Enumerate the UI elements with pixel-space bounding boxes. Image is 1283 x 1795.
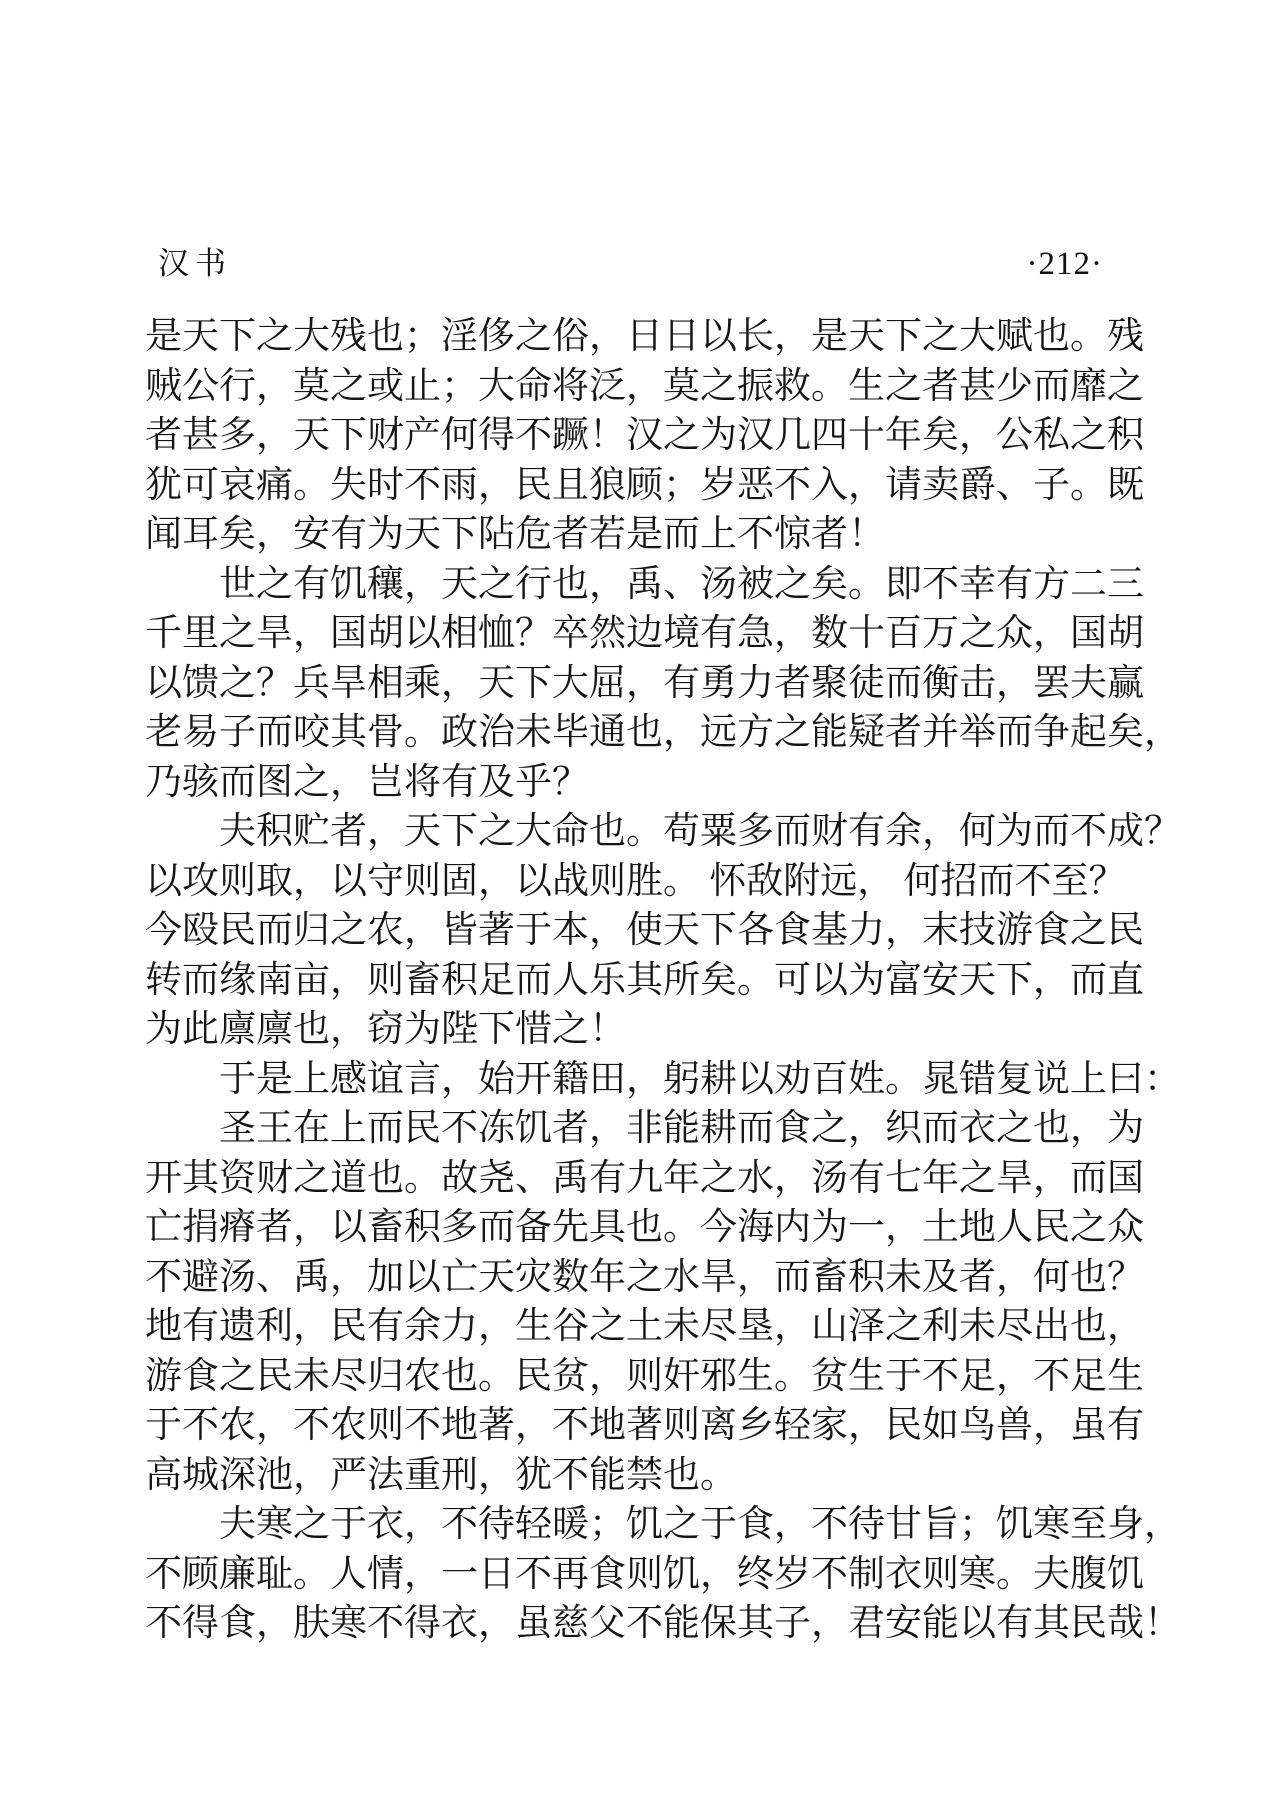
text-line: 夫积贮者，天下之大命也。苟粟多而财有余，何为而不成？ [219, 811, 1181, 852]
text-line: 为此廪廪也，窃为陛下惜之！ [145, 1009, 626, 1050]
text-line: 乃骇而图之，岂将有及乎？ [145, 761, 589, 803]
text-line: 老易子而咬其骨。政治未毕通也，远方之能疑者并举而争起矣， [145, 712, 1181, 753]
page-header [158, 238, 1103, 283]
text-line: 不避汤、禹，加以亡天灾数年之水旱，而畜积未及者，何也？ [145, 1256, 1144, 1298]
text-line: 圣王在上而民不冻饥者，非能耕而食之，织而衣之也，为 [219, 1108, 1144, 1149]
text-line: 转而缘南亩，则畜积足而人乐其所矣。可以为富安天下，而直 [145, 959, 1144, 1001]
text-line: 今殴民而归之农，皆著于本，使天下各食基力，末技游食之民 [145, 910, 1144, 951]
page-number: ·212· [1026, 246, 1103, 282]
text-line: 世之有饥穰，天之行也，禹、汤被之矣。即不幸有方二三 [219, 563, 1144, 605]
text-line: 以攻则取，以守则固，以战则胜。 怀敌附远， 何招而不至？ [145, 860, 1126, 902]
text-line: 夫寒之于衣，不待轻暖；饥之于食，不待甘旨；饥寒至身， [219, 1504, 1181, 1545]
text-line: 高城深池，严法重刑，犹不能禁也。 [145, 1454, 737, 1496]
text-line: 以馈之？兵旱相乘，天下大屈，有勇力者聚徒而衡击，罢夫赢 [145, 662, 1144, 704]
text-line: 开其资财之道也。故尧、禹有九年之水，汤有七年之旱，而国 [145, 1157, 1144, 1199]
text-line: 地有遗利，民有余力，生谷之土未尽垦，山泽之利未尽出也， [145, 1306, 1144, 1347]
text-line: 是天下之大残也；淫侈之俗，日日以长，是天下之大赋也。残 [145, 316, 1144, 357]
text-line: 不顾廉耻。人情，一日不再食则饥，终岁不制衣则寒。夫腹饥 [145, 1553, 1144, 1595]
text-line: 闻耳矣，安有为天下阽危者若是而上不惊者！ [145, 514, 885, 555]
text-line: 千里之旱，国胡以相恤？卒然边境有急，数十百万之众，国胡 [145, 613, 1144, 654]
text-line: 犹可哀痛。失时不雨，民且狼顾；岁恶不入，请卖爵、子。既 [145, 464, 1144, 506]
text-line: 者甚多，天下财产何得不蹶！汉之为汉几四十年矣，公私之积 [145, 415, 1144, 456]
text-line: 不得食，肤寒不得衣，虽慈父不能保其子，君安能以有其民哉！ [145, 1603, 1181, 1644]
text-line: 贼公行，莫之或止；大命将泛，莫之振救。生之者甚少而靡之 [145, 365, 1144, 407]
text-line: 于不农，不农则不地著，不地著则离乡轻家，民如鸟兽，虽有 [145, 1405, 1144, 1446]
text-line: 于是上感谊言，始开籍田，躬耕以劝百姓。晁错复说上曰： [219, 1058, 1181, 1100]
body-text [145, 312, 1181, 1649]
text-line: 亡捐瘠者，以畜积多而备先具也。今海内为一，土地人民之众 [145, 1207, 1144, 1248]
text-line: 游食之民未尽归农也。民贫，则奸邪生。贫生于不足，不足生 [145, 1355, 1144, 1397]
book-title: 汉书 [158, 246, 232, 281]
